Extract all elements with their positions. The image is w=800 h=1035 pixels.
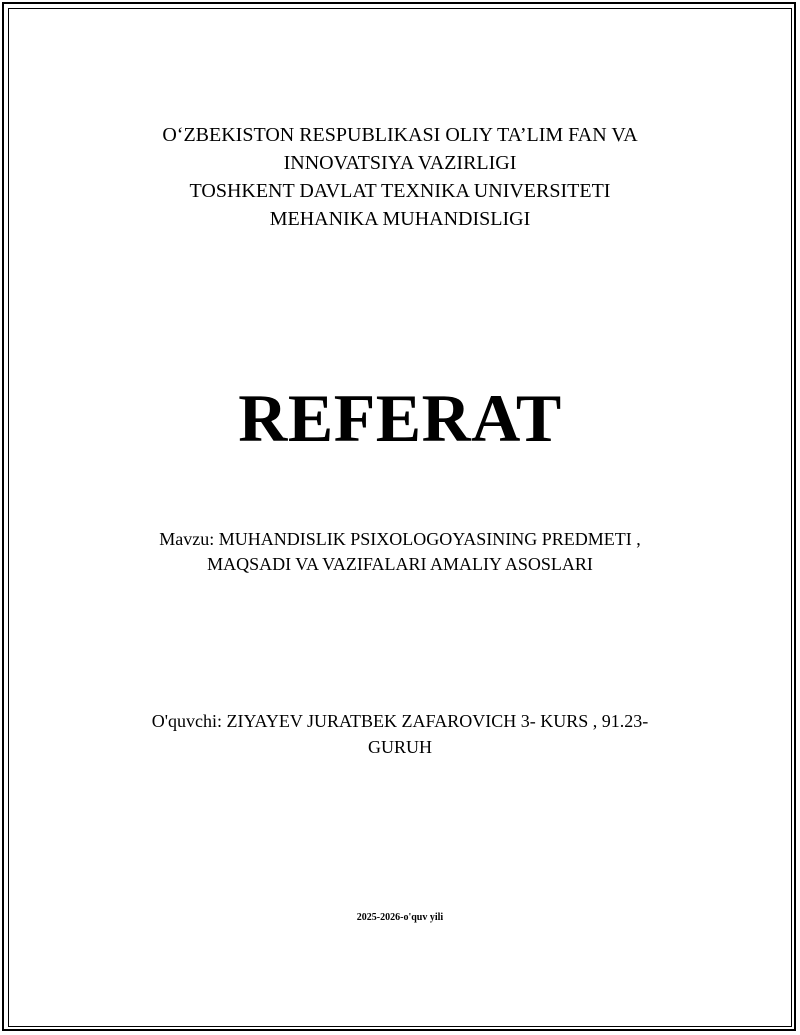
student-block	[0, 708, 800, 760]
topic-line-2: MAQSADI VA VAZIFALARI AMALIY ASOSLARI	[207, 554, 593, 574]
topic-block	[0, 527, 800, 577]
academic-year: 2025-2026-o'quv yili	[356, 912, 444, 923]
header-line-ministry-1: O‘ZBEKISTON RESPUBLIKASI OLIY TA’LIM FAN VA	[162, 124, 638, 146]
header-line-department: MEHANIKA MUHANDISLIGI	[269, 208, 531, 230]
header-line-ministry-2: INNOVATSIYA VAZIRLIGI	[283, 152, 517, 174]
institution-header	[0, 121, 800, 233]
header-line-university: TOSHKENT DAVLAT TEXNIKA UNIVERSITETI	[189, 180, 611, 202]
student-line-1: O'quvchi: ZIYAYEV JURATBEK ZAFAROVICH 3- KURS , 91.23-	[151, 711, 649, 731]
document-title: REFERAT	[238, 380, 562, 456]
topic-line-1: Mavzu: MUHANDISLIK PSIXOLOGOYASINING PREDMETI ,	[159, 529, 641, 549]
student-line-2: GURUH	[367, 737, 432, 757]
